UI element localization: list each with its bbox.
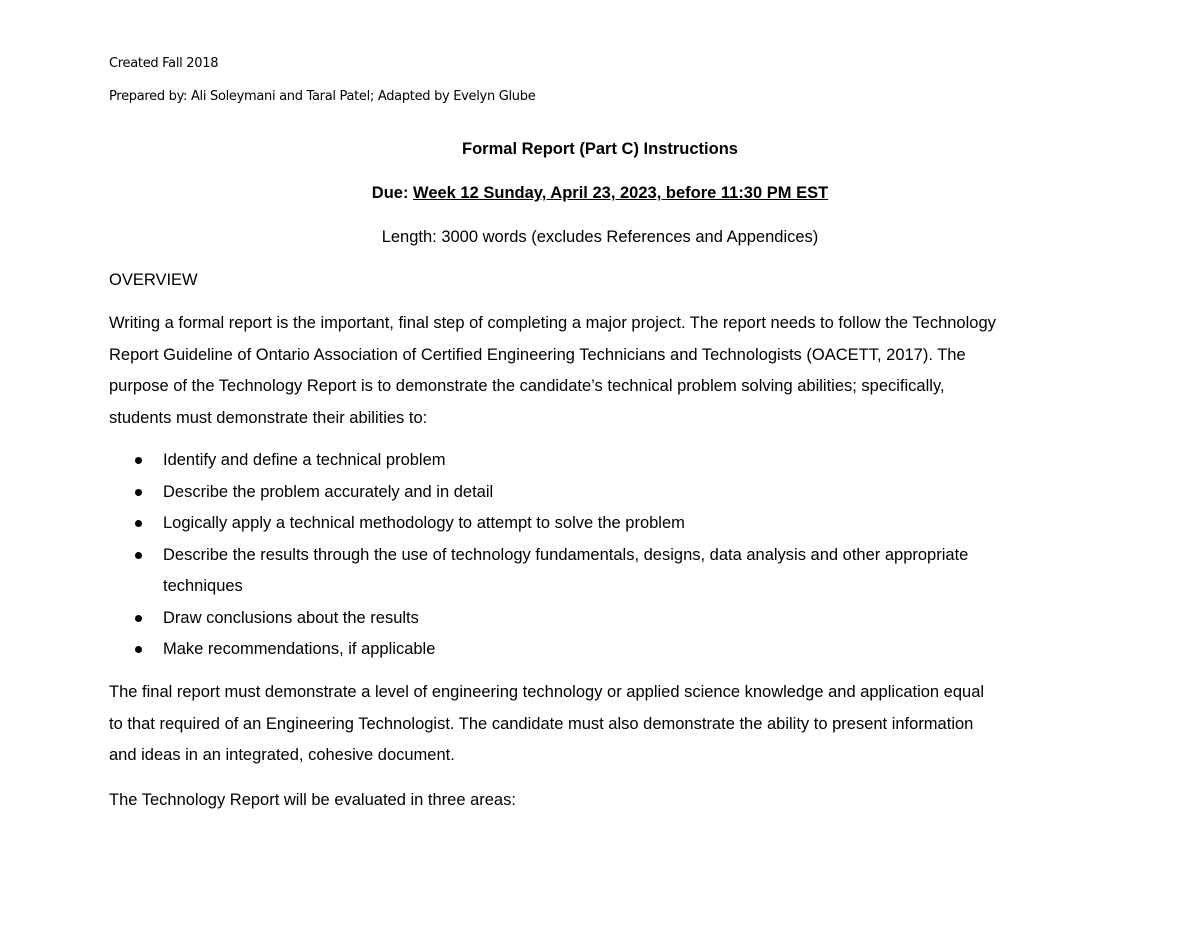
list-item-line: Describe the results through the use of technology fundamentals, designs, data analysis and other appropriate [163,545,969,564]
paragraph-line: Report Guideline of Ontario Association of Certified Engineering Technicians and Technologists (OACETT, 2017). The [109,345,966,364]
paragraph-line: Writing a formal report is the important, final step of completing a major project. The report needs to follow the Technology [109,314,996,332]
bullet-icon [135,489,142,496]
prepared-by-note: Prepared by: Ali Soleymani and Taral Patel; Adapted by Evelyn Glube [109,89,536,104]
paragraph-line: purpose of the Technology Report is to demonstrate the candidate’s technical problem solving abilities; specifically, [109,377,945,395]
list-item-text: Make recommendations, if applicable [163,640,436,658]
bullet-icon [135,457,142,464]
list-item-text: Describe the problem accurately and in detail [163,482,494,501]
list-item [0,540,1200,603]
bullet-icon [135,646,142,653]
due-line [0,184,1200,203]
list-item [0,477,1200,509]
bullet-icon [135,552,142,559]
paragraph-line: to that required of an Engineering Technologist. The candidate must also demonstrate the ability to present information [109,714,974,733]
bullet-icon [135,520,142,527]
bullet-icon [135,615,142,622]
length-requirement: Length: 3000 words (excludes References and Appendices) [381,228,819,246]
document-title: Formal Report (Part C) Instructions [462,140,738,158]
list-item-text: Identify and define a technical problem [163,451,446,469]
overview-paragraph-3: The Technology Report will be evaluated in three areas: [109,791,516,809]
created-note: Created Fall 2018 [109,56,219,71]
due-label: Due: [371,184,414,202]
abilities-list [0,445,1200,666]
list-item [0,603,1200,635]
paragraph-line: The final report must demonstrate a level of engineering technology or applied science knowledge and application equal [109,683,985,701]
list-item-text: Logically apply a technical methodology to attempt to solve the problem [163,514,685,532]
list-item-text: Draw conclusions about the results [163,608,419,627]
overview-heading: OVERVIEW [109,271,198,289]
overview-paragraph-2 [109,677,984,772]
list-item-line: techniques [163,577,243,595]
list-item [0,634,1200,666]
paragraph-line: students must demonstrate their abilities to: [109,408,428,427]
overview-paragraph-1 [109,308,996,434]
list-item-text [163,540,968,603]
list-item [0,508,1200,540]
due-date: Week 12 Sunday, April 23, 2023, before 11:30 PM EST [413,184,829,202]
list-item [0,445,1200,477]
paragraph-line: and ideas in an integrated, cohesive document. [109,746,455,764]
